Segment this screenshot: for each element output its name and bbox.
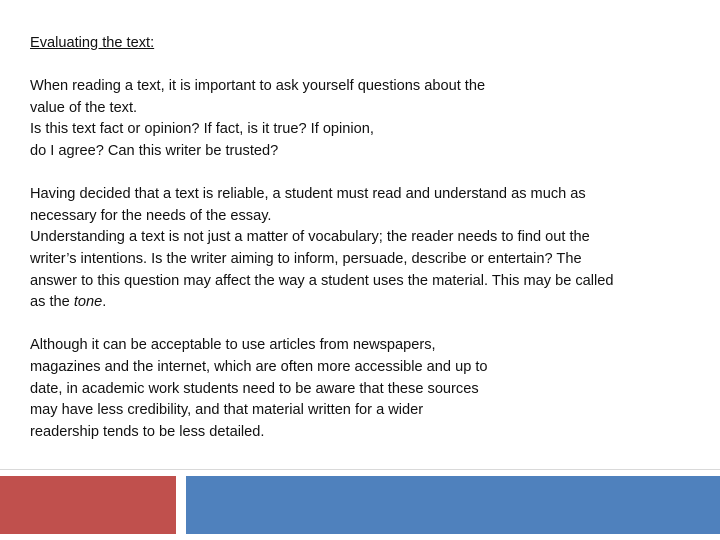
paragraph-understanding-text	[30, 184, 705, 314]
text-line-tone	[30, 292, 705, 314]
tone-line-prefix: as the	[30, 294, 74, 311]
slide-body	[30, 33, 705, 465]
text-line: writer’s intentions. Is the writer aiming to inform, persuade, describe or entertain? The	[30, 250, 582, 267]
footer-accent-bar-left	[0, 476, 176, 534]
footer-divider	[0, 469, 720, 470]
slide-heading: Evaluating the text:	[30, 35, 155, 51]
footer-accent-bar-right	[186, 476, 720, 534]
text-line: answer to this question may affect the way a student uses the material. This may be called	[30, 272, 614, 289]
tone-line-suffix: .	[102, 294, 107, 311]
text-line: Understanding a text is not just a matter of vocabulary; the reader needs to find out the	[30, 229, 590, 246]
paragraph-evaluating-value	[30, 76, 705, 162]
text-line: readership tends to be less detailed.	[30, 423, 265, 440]
text-line: value of the text.	[30, 99, 138, 116]
tone-italic-word: tone	[73, 294, 103, 311]
text-line: do I agree? Can this writer be trusted?	[30, 142, 279, 159]
text-line: date, in academic work students need to be aware that these sources	[30, 380, 479, 397]
text-line: necessary for the needs of the essay.	[30, 207, 272, 224]
text-line: may have less credibility, and that material written for a wider	[30, 402, 424, 419]
text-line: magazines and the internet, which are often more accessible and up to	[30, 358, 488, 375]
paragraph-source-credibility	[30, 335, 705, 443]
text-line: Although it can be acceptable to use articles from newspapers,	[30, 337, 436, 354]
text-line: Having decided that a text is reliable, a student must read and understand as much as	[30, 186, 586, 203]
text-line: When reading a text, it is important to ask yourself questions about the	[30, 78, 486, 95]
text-line: Is this text fact or opinion? If fact, is it true? If opinion,	[30, 121, 374, 138]
